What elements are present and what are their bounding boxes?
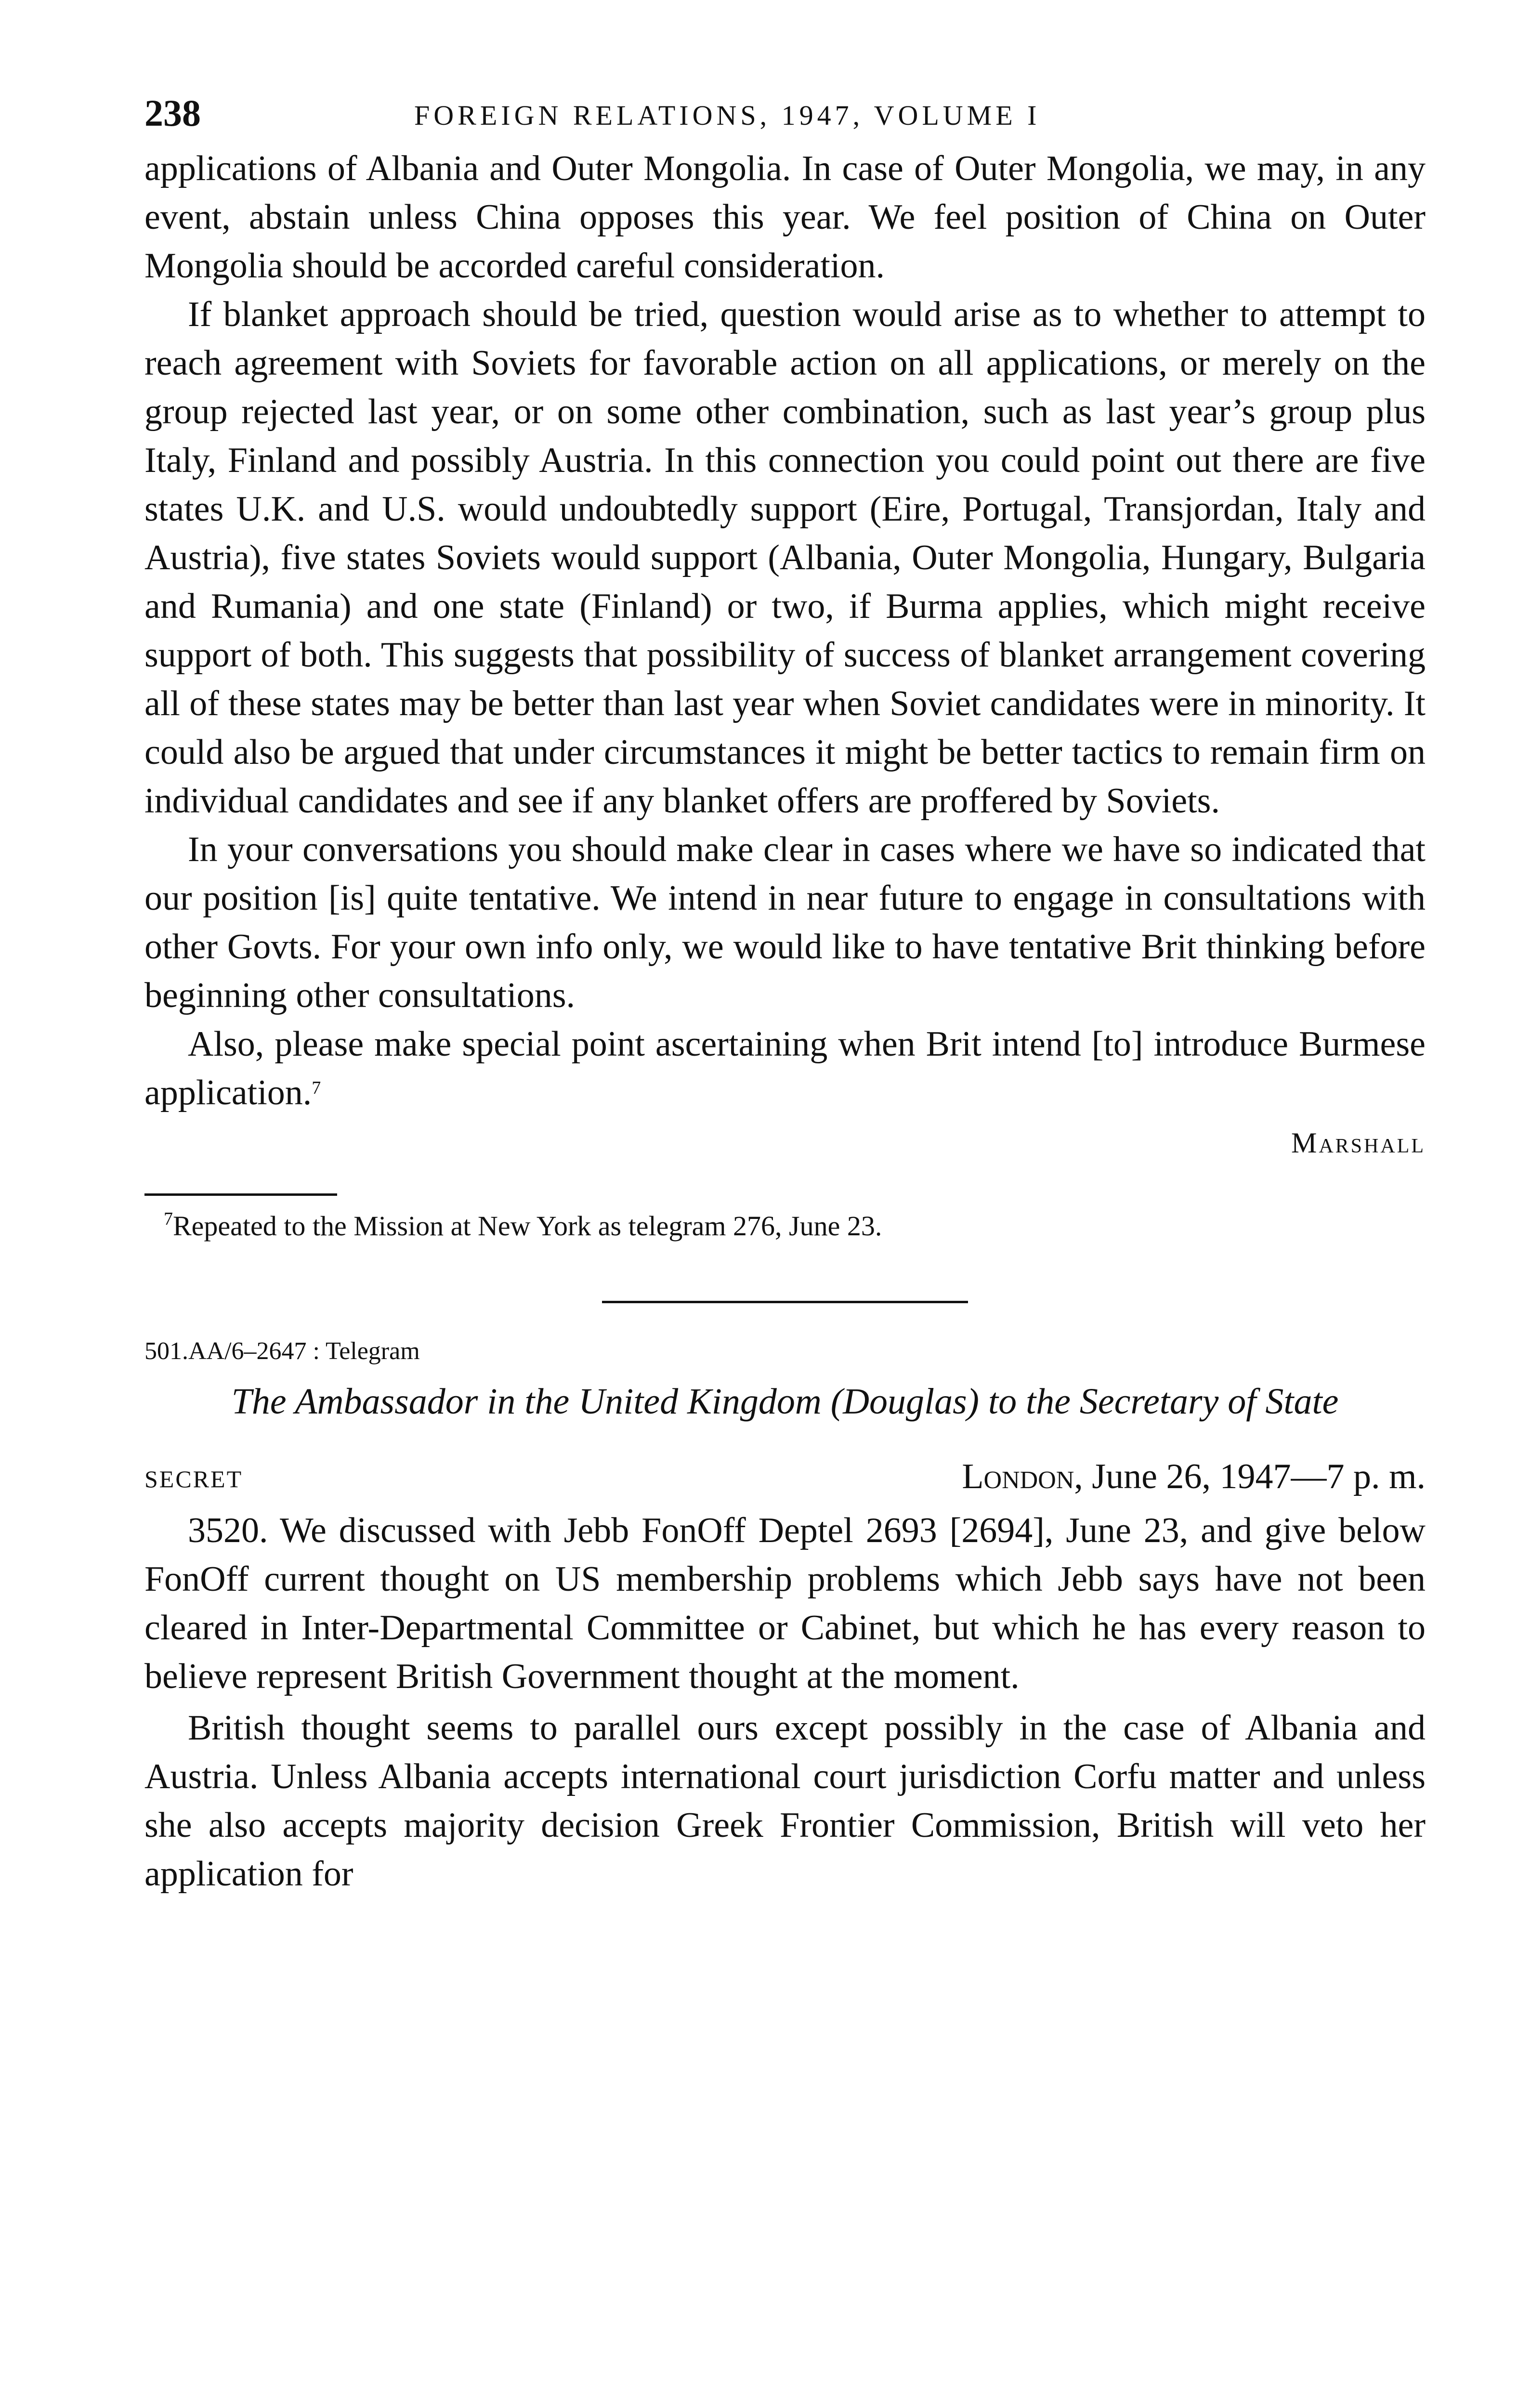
dateline: [962, 1456, 1426, 1497]
section-divider: [602, 1301, 968, 1303]
footnote-number: 7: [164, 1209, 173, 1229]
footnote: [144, 1204, 1426, 1248]
paragraph-conversations: In your conversations you should make clear in cases where we have so indicated that our position [is] quite tentative. We intend in near future to engage in consultations with other Govts. For your own info only, we would like to have tentative Brit thinking before beginning other consultations.: [144, 830, 1426, 1015]
paragraph-british-thought: British thought seems to parallel ours except possibly in the case of Albania and Austria. Unless Albania accepts international court jurisdiction Corfu matter and unless she also accepts majority decision Greek Frontier Commission, British will veto her application for: [144, 1708, 1426, 1894]
paragraph-burmese-application: [144, 1020, 1426, 1117]
signature: Marshall: [1291, 1127, 1426, 1159]
document-title: The Ambassador in the United Kingdom (Douglas) to the Secretary of State: [231, 1381, 1339, 1422]
page-number: 238: [144, 92, 201, 134]
file-reference: 501.AA/6–2647 : Telegram: [144, 1337, 420, 1365]
paragraph-blanket-approach: If blanket approach should be tried, question would arise as to whether to attempt to reach agreement with Soviets for favorable action on all applications, or merely on the group rejected last year, or on some other combination, such as last year’s group plus Italy, Finland and possibly Austria. In this connection you could point out there are five states U.K. and U.S. would undoubtedly support (Eire, Portugal, Transjordan, Italy and Austria), five states Soviets would support (Albania, Outer Mongolia, Hungary, Bulgaria and Rumania) and one state (Finland) or two, if Burma applies, which might receive support of both. This suggests that possibility of success of blanket arrangement covering all of these states may be better than last year when Soviet candidates were in minority. It could also be argued that under circumstances it might be better tactics to remain firm on individual candidates and see if any blanket offers are proffered by Soviets.: [144, 295, 1426, 821]
footnote-text: Repeated to the Mission at New York as telegram 276, June 23.: [173, 1210, 882, 1242]
footnote-reference: 7: [312, 1078, 321, 1098]
document-page: [144, 92, 1426, 1898]
dateline-row: [144, 1453, 1426, 1506]
paragraph-continuation: applications of Albania and Outer Mongolia. In case of Outer Mongolia, we may, in any event, abstain unless China opposes this year. We feel position of China on Outer Mongolia should be accorded careful consideration.: [144, 149, 1426, 286]
running-head: [144, 92, 1426, 144]
classification-label: SECRET: [144, 1466, 243, 1492]
paragraph-text: Also, please make special point ascertaining when Brit intend [to] introduce Burmese application.: [144, 1024, 1426, 1112]
footnote-divider: [144, 1193, 337, 1196]
running-title: FOREIGN RELATIONS, 1947, VOLUME I: [414, 100, 1041, 131]
dateline-place: London: [962, 1457, 1074, 1496]
paragraph-telegram-body: 3520. We discussed with Jebb FonOff Deptel 2693 [2694], June 23, and give below FonOff current thought on US membership problems which Jebb says have not been cleared in Inter-Departmental Committee or Cabinet, but which he has every reason to believe represent British Government thought at the moment.: [144, 1511, 1426, 1696]
dateline-date: , June 26, 1947—7 p. m.: [1074, 1457, 1426, 1496]
